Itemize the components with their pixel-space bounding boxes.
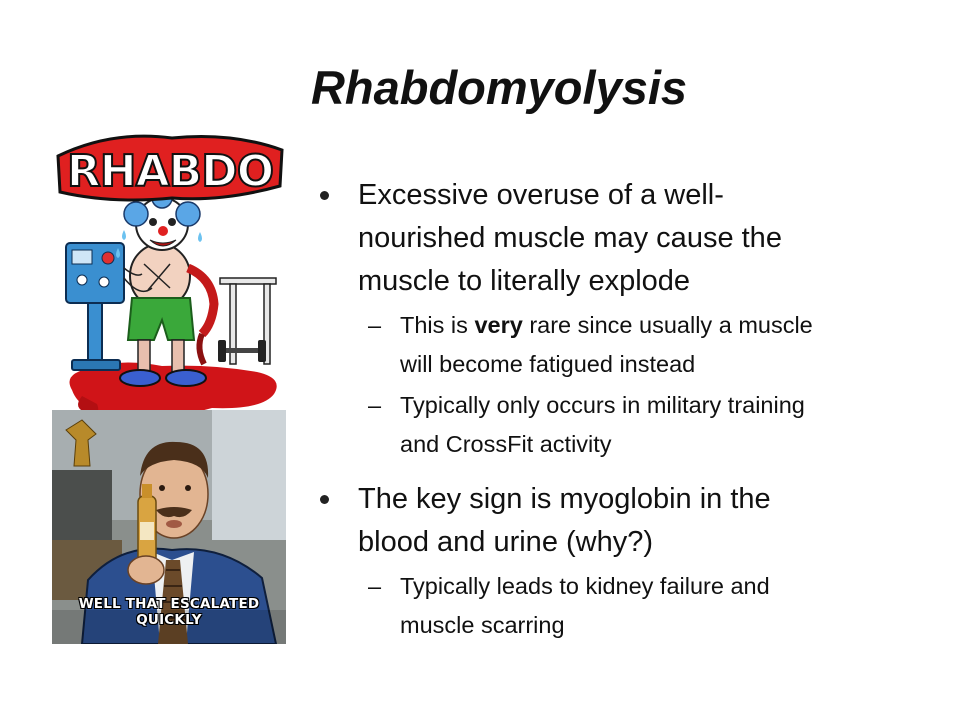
bullet-1-line-2: nourished muscle may cause the xyxy=(358,222,782,254)
sub-bullet-1a xyxy=(312,306,932,384)
sub-bullet-1a-line-2: will become fatigued instead xyxy=(400,351,696,377)
sub-bullet-1b-line-1: Typically only occurs in military training xyxy=(400,392,805,418)
bullet-2-line-2: blood and urine (why?) xyxy=(358,526,654,558)
sub-bullet-2a-line-2: muscle scarring xyxy=(400,612,565,638)
bullet-1-line-3: muscle to literally explode xyxy=(358,265,691,297)
sub-bullet-1b-line-2: and CrossFit activity xyxy=(400,431,612,457)
bullet-1-line-1: Excessive overuse of a well- xyxy=(358,179,724,211)
dash-marker: – xyxy=(368,573,382,599)
sub-bullet-1a-post: rare since usually a muscle xyxy=(522,312,813,338)
sub-bullet-2a xyxy=(312,567,932,645)
meme-caption: WELL THAT ESCALATED QUICKLY xyxy=(78,596,260,628)
bullet-1 xyxy=(312,174,932,303)
bullet-2-line-1: The key sign is myoglobin in the xyxy=(358,483,771,515)
dash-marker: – xyxy=(368,392,382,418)
bullet-2 xyxy=(312,478,932,564)
sub-bullet-1a-pre: This is xyxy=(400,312,475,338)
anchorman-meme-photo-icon xyxy=(52,410,286,644)
dash-marker: – xyxy=(368,312,382,338)
sub-bullet-1b xyxy=(312,386,932,464)
sub-bullet-1a-bold: very xyxy=(474,312,523,338)
rhabdo-clown-cartoon-icon xyxy=(52,128,292,420)
bullet-list xyxy=(312,174,932,645)
rhabdo-logo-text: RHABDO xyxy=(66,146,274,197)
sub-bullet-2a-line-1: Typically leads to kidney failure and xyxy=(400,573,770,599)
slide-title: Rhabdomyolysis xyxy=(310,61,688,114)
